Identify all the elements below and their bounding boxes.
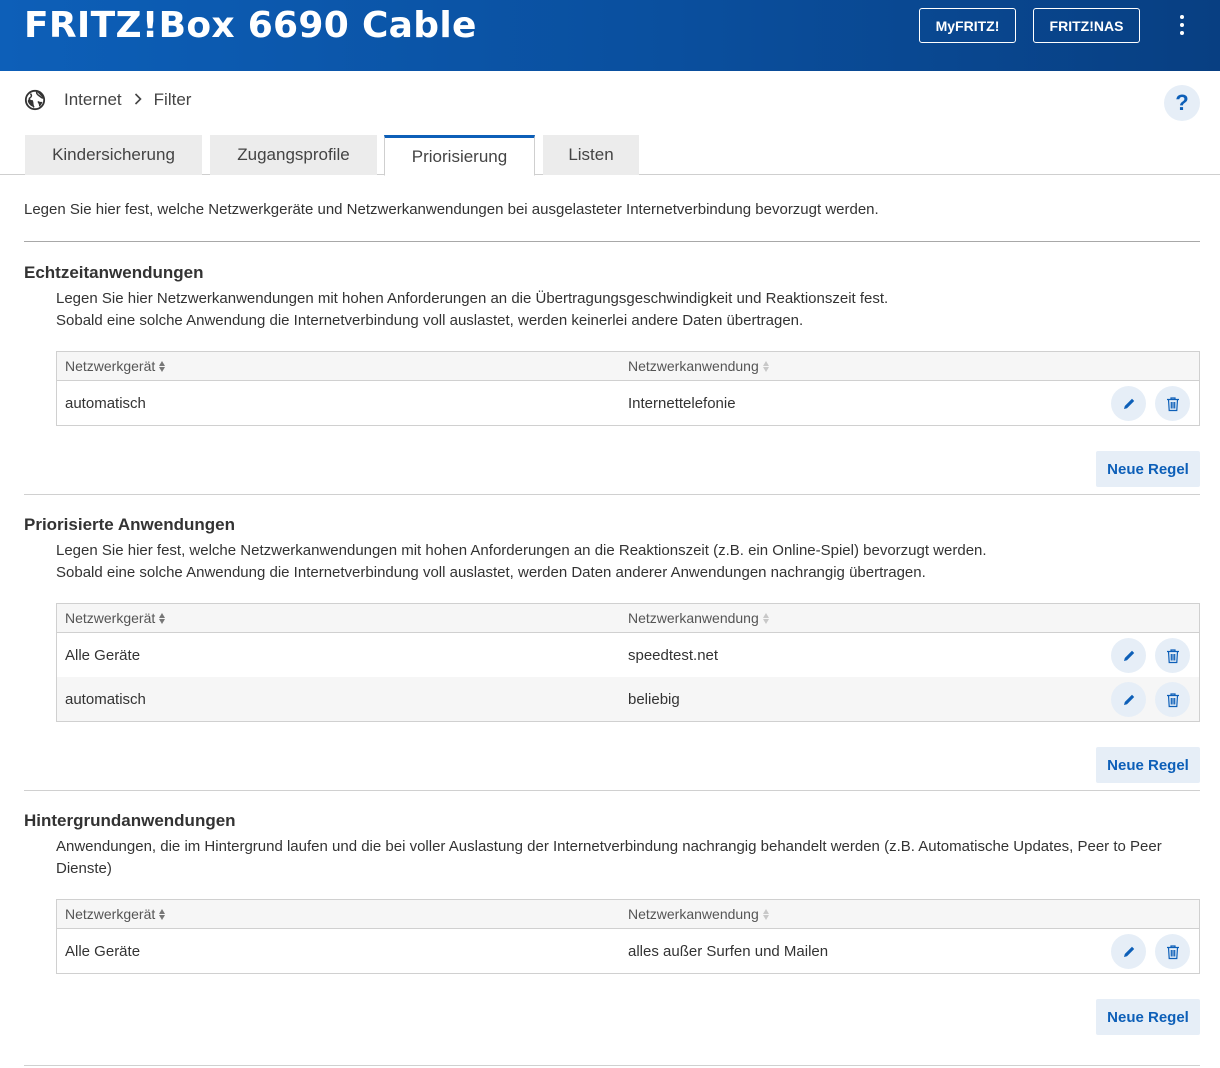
breadcrumb-separator-icon — [134, 90, 142, 110]
divider — [24, 1065, 1200, 1066]
section-desc-line: Legen Sie hier fest, welche Netzwerkanwendungen mit hohen Anforderungen an die Reaktionszeit (z.B. ein Online-Spiel) bevorzugt werden. — [56, 542, 987, 559]
tab-bar — [0, 135, 1220, 175]
sort-icon — [159, 613, 165, 624]
breadcrumb — [24, 89, 191, 111]
section-desc-line: Anwendungen, die im Hintergrund laufen und die bei voller Auslastung der Internetverbindung nachrangig behandelt werden (z.B. Automatische Updates, Peer to Peer Dienste) — [56, 838, 1162, 877]
edit-icon[interactable] — [1111, 386, 1146, 421]
cell-device: automatisch — [65, 691, 146, 708]
trash-icon[interactable] — [1155, 682, 1190, 717]
column-header-label: Netzwerkgerät — [65, 358, 156, 374]
new-rule-button[interactable]: Neue Regel — [1096, 451, 1200, 487]
column-header-application[interactable] — [628, 906, 769, 922]
new-rule-button[interactable]: Neue Regel — [1096, 999, 1200, 1035]
cell-device: automatisch — [65, 395, 146, 412]
section-desc-line: Legen Sie hier Netzwerkanwendungen mit hohen Anforderungen an die Übertragungsgeschwindigkeit und Reaktionszeit fest. — [56, 290, 889, 307]
section-desc-hintergrund — [56, 836, 1186, 880]
edit-icon[interactable] — [1111, 934, 1146, 969]
column-header-label: Netzwerkanwendung — [628, 906, 759, 922]
breadcrumb-item-filter: Filter — [153, 90, 192, 109]
rules-table-hintergrund — [56, 899, 1200, 974]
tab-listen[interactable]: Listen — [543, 135, 639, 175]
section-desc-priorisiert — [56, 540, 1186, 584]
divider — [24, 790, 1200, 791]
cell-application: beliebig — [628, 691, 680, 708]
edit-icon[interactable] — [1111, 682, 1146, 717]
column-header-application[interactable] — [628, 610, 769, 626]
cell-application: alles außer Surfen und Mailen — [628, 943, 829, 960]
section-title-priorisiert: Priorisierte Anwendungen — [24, 515, 235, 534]
rules-table-priorisiert — [56, 603, 1200, 722]
column-header-label: Netzwerkgerät — [65, 610, 156, 626]
trash-icon[interactable] — [1155, 386, 1190, 421]
section-desc-line: Sobald eine solche Anwendung die Internetverbindung voll auslastet, werden keinerlei andere Daten übertragen. — [56, 312, 804, 329]
app-header — [0, 0, 1220, 71]
column-header-device[interactable] — [65, 610, 165, 626]
globe-icon — [24, 89, 46, 111]
column-header-label: Netzwerkanwendung — [628, 610, 759, 626]
divider — [24, 494, 1200, 495]
column-header-application[interactable] — [628, 358, 769, 374]
help-button[interactable]: ? — [1164, 85, 1200, 121]
tab-kindersicherung[interactable]: Kindersicherung — [25, 135, 202, 175]
table-row — [57, 633, 1199, 677]
app-title: FRITZ!Box 6690 Cable — [24, 5, 477, 46]
sort-icon — [763, 909, 769, 920]
intro-text: Legen Sie hier fest, welche Netzwerkgeräte und Netzwerkanwendungen bei ausgelasteter Internetverbindung bevorzugt werden. — [24, 201, 879, 218]
section-desc-line: Sobald eine solche Anwendung die Internetverbindung voll auslastet, werden Daten anderer Anwendungen nachrangig übertragen. — [56, 564, 926, 581]
tab-zugangsprofile[interactable]: Zugangsprofile — [210, 135, 377, 175]
column-header-label: Netzwerkgerät — [65, 906, 156, 922]
section-title-hintergrund: Hintergrundanwendungen — [24, 811, 236, 830]
table-header — [57, 352, 1199, 381]
cell-application: speedtest.net — [628, 647, 719, 664]
trash-icon[interactable] — [1155, 934, 1190, 969]
column-header-label: Netzwerkanwendung — [628, 358, 759, 374]
column-header-device[interactable] — [65, 358, 165, 374]
cell-application: Internettelefonie — [628, 395, 736, 412]
section-desc-echtzeit — [56, 288, 1186, 332]
column-header-device[interactable] — [65, 906, 165, 922]
sort-icon — [763, 361, 769, 372]
table-row — [57, 677, 1199, 721]
table-row — [57, 929, 1199, 973]
sort-icon — [763, 613, 769, 624]
kebab-menu-icon[interactable] — [1170, 12, 1194, 38]
trash-icon[interactable] — [1155, 638, 1190, 673]
section-title-echtzeit: Echtzeitanwendungen — [24, 263, 204, 282]
fritznas-button[interactable]: FRITZ!NAS — [1033, 8, 1140, 43]
divider — [24, 241, 1200, 242]
cell-device: Alle Geräte — [65, 647, 141, 664]
sort-icon — [159, 909, 165, 920]
new-rule-button[interactable]: Neue Regel — [1096, 747, 1200, 783]
tab-priorisierung[interactable]: Priorisierung — [384, 135, 535, 176]
table-header — [57, 900, 1199, 929]
edit-icon[interactable] — [1111, 638, 1146, 673]
sort-icon — [159, 361, 165, 372]
rules-table-echtzeit — [56, 351, 1200, 426]
table-row — [57, 381, 1199, 425]
cell-device: Alle Geräte — [65, 943, 141, 960]
myfritz-button[interactable]: MyFRITZ! — [919, 8, 1016, 43]
breadcrumb-item-internet[interactable]: Internet — [64, 90, 122, 109]
table-header — [57, 604, 1199, 633]
